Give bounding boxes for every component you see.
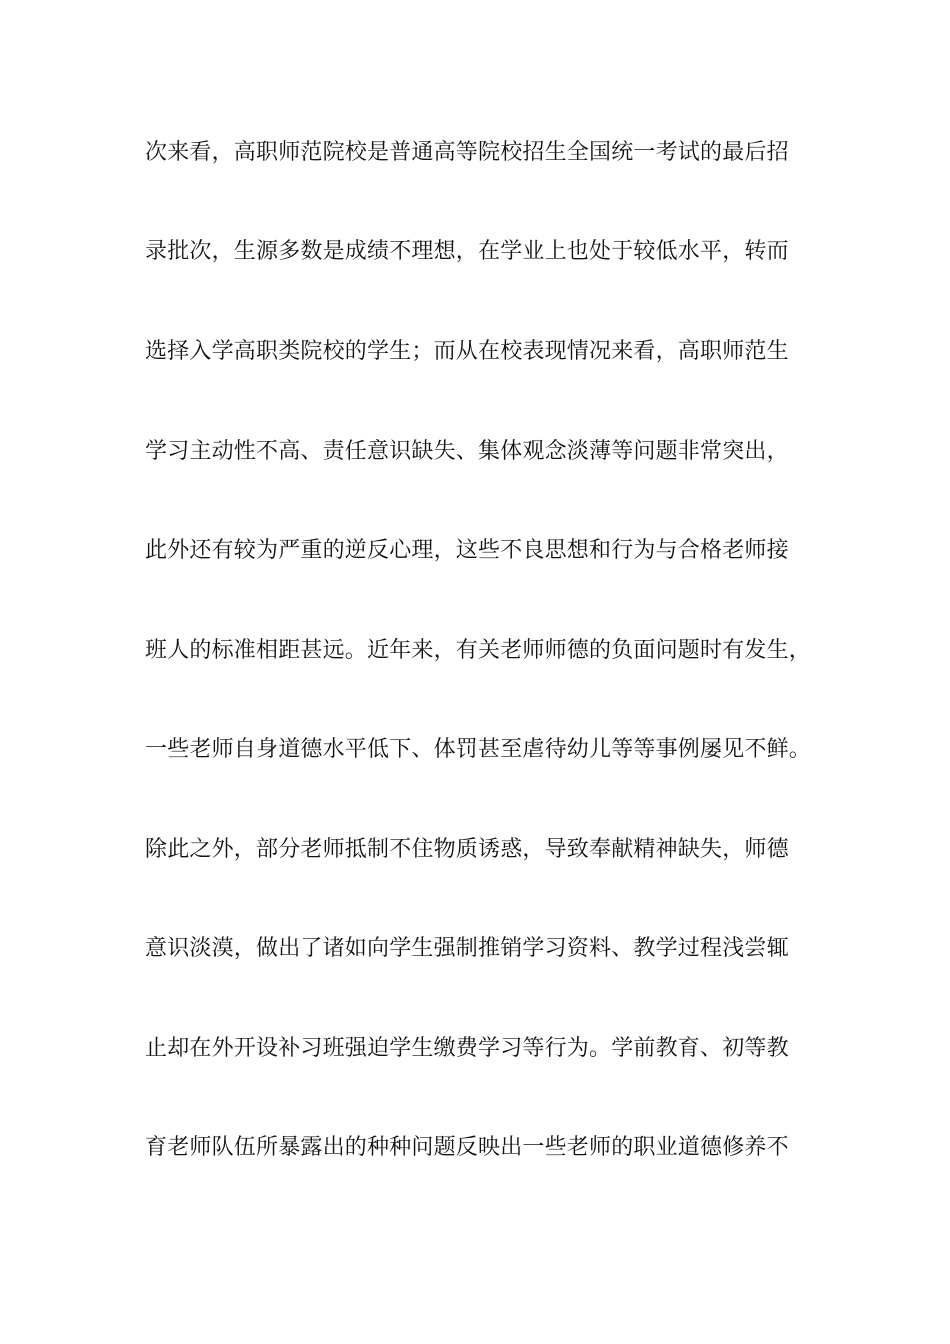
paragraph-line: 选择入学高职类院校的学生；而从在校表现情况来看，高职师范生 [145,339,789,364]
paragraph-line: 学习主动性不高、责任意识缺失、集体观念淡薄等问题非常突出， [145,439,789,464]
paragraph-line: 止却在外开设补习班强迫学生缴费学习等行为。学前教育、初等教 [145,1036,789,1061]
paragraph-line: 录批次，生源多数是成绩不理想，在学业上也处于较低水平，转而 [145,239,789,264]
paragraph-line: 次来看，高职师范院校是普通高等院校招生全国统一考试的最后招 [145,140,789,165]
paragraph-line: 此外还有较为严重的逆反心理，这些不良思想和行为与合格老师接 [145,538,789,563]
paragraph-line: 意识淡漠，做出了诸如向学生强制推销学习资料、教学过程浅尝辄 [145,936,789,961]
paragraph-line: 一些老师自身道德水平低下、体罚甚至虐待幼儿等等事例屡见不鲜。 [145,737,812,762]
paragraph-line: 育老师队伍所暴露出的种种问题反映出一些老师的职业道德修养不 [145,1135,789,1160]
paragraph-line: 除此之外，部分老师抵制不住物质诱惑，导致奉献精神缺失，师德 [145,837,789,862]
paragraph-line: 班人的标准相距甚远。近年来，有关老师师德的负面问题时有发生， [145,638,812,663]
